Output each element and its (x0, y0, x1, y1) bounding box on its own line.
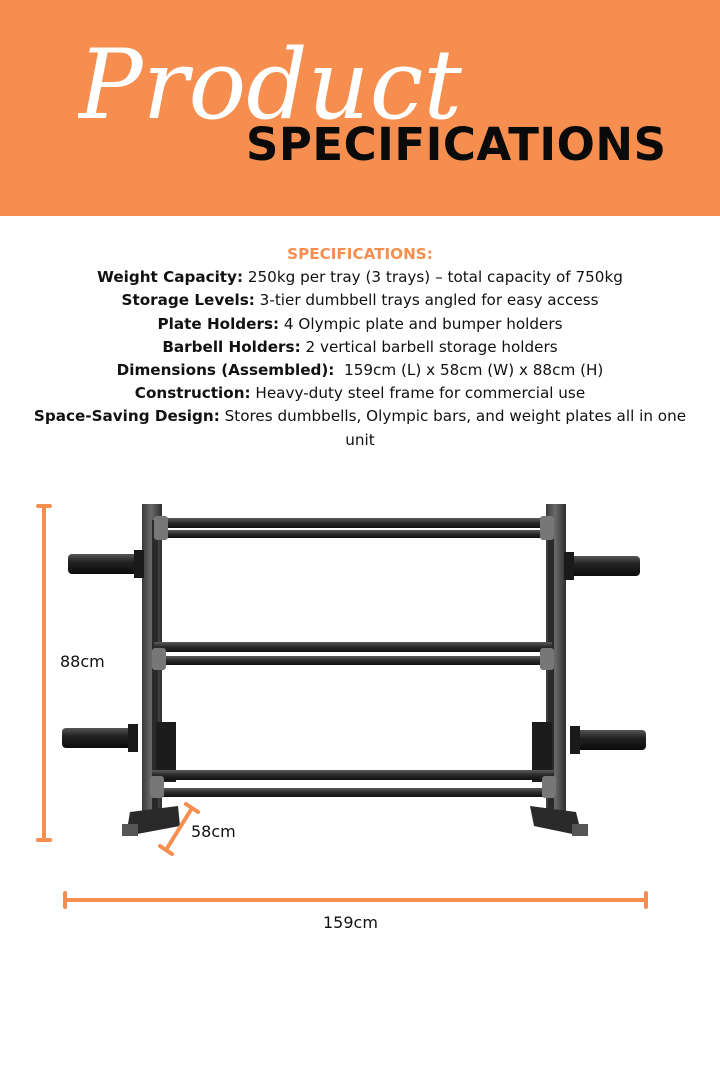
spec-space-saving: Space-Saving Design: Stores dumbbells, Olympic bars, and weight plates all in one unit (33, 407, 687, 449)
specifications-heading: SPECIFICATIONS: (287, 245, 433, 263)
banner-heading: SPECIFICATIONS (246, 118, 667, 171)
rack-diagram (0, 490, 720, 950)
header-banner (0, 0, 720, 216)
height-label: 88cm (60, 652, 105, 671)
specifications-section (20, 243, 700, 452)
width-label: 58cm (191, 822, 236, 841)
length-label: 159cm (323, 913, 378, 932)
spec-storage-levels: Storage Levels: 3-tier dumbbell trays angled for easy access (121, 291, 599, 310)
storage-rack (62, 504, 646, 836)
spec-weight-capacity: Weight Capacity: 250kg per tray (3 trays) – total capacity of 750kg (97, 268, 623, 287)
spec-barbell-holders: Barbell Holders: 2 vertical barbell storage holders (162, 337, 558, 356)
length-dimension-line (65, 893, 646, 907)
svg-text:Product: Product (78, 30, 462, 141)
spec-construction: Construction: Heavy-duty steel frame for commercial use (134, 384, 586, 403)
spec-plate-holders: Plate Holders: 4 Olympic plate and bumper holders (157, 314, 563, 333)
spec-dimensions: Dimensions (Assembled): 159cm (L) x 58cm (W) x 88cm (H) (116, 361, 604, 380)
height-dimension-line (38, 506, 50, 840)
